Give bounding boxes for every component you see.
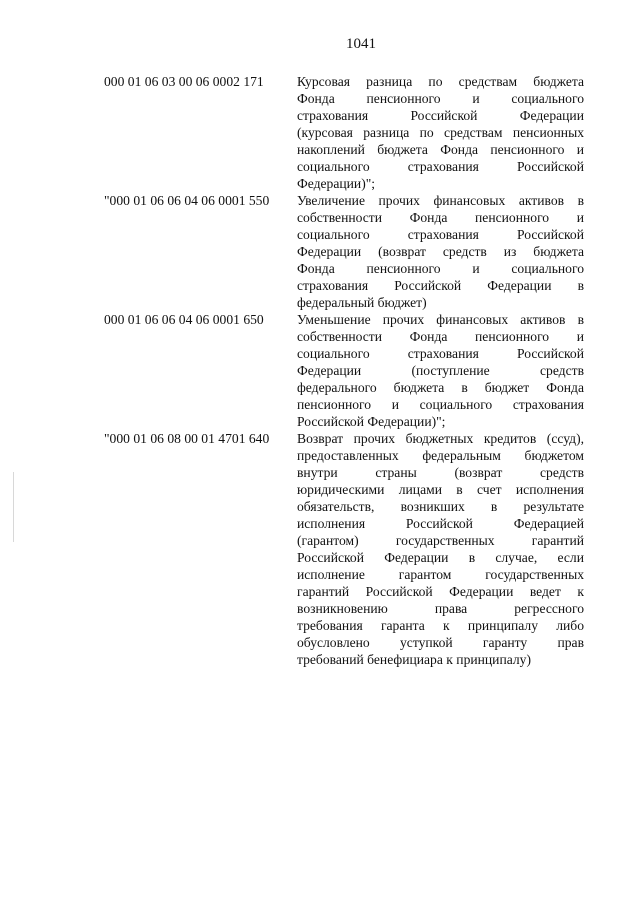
entry-description xyxy=(297,73,584,192)
text-line: Фонда пенсионного и социального xyxy=(297,91,584,106)
text-line: страхования Российской Федерации xyxy=(297,108,584,123)
budget-classification-code: "000 01 06 08 00 01 4701 640 xyxy=(104,431,270,446)
entry-description xyxy=(297,430,584,668)
text-line: исполнение гарантом государственных xyxy=(297,567,584,582)
text-line: юридическими лицами в счет исполнения xyxy=(297,482,584,497)
budget-code-list xyxy=(104,73,584,668)
entry-3 xyxy=(104,311,584,430)
budget-classification-code: 000 01 06 03 00 06 0002 171 xyxy=(104,74,264,89)
text-line: внутри страны (возврат средств xyxy=(297,465,584,480)
text-line: требования гаранта к принципалу либо xyxy=(297,618,584,633)
text-line: Федерации (поступление средств xyxy=(297,363,584,378)
text-line: собственности Фонда пенсионного и xyxy=(297,329,584,344)
entry-4 xyxy=(104,430,584,668)
text-line: (гарантом) государственных гарантий xyxy=(297,533,584,548)
text-line: Фонда пенсионного и социального xyxy=(297,261,584,276)
page-number: 1041 xyxy=(346,36,376,52)
text-line: Федерации)"; xyxy=(297,176,376,191)
margin-scan-mark xyxy=(13,472,14,542)
text-line: федеральный бюджет) xyxy=(297,295,427,310)
text-line: гарантий Российской Федерации ведет к xyxy=(297,584,584,599)
text-line: требований бенефициара к принципалу) xyxy=(297,652,531,667)
text-line: собственности Фонда пенсионного и xyxy=(297,210,584,225)
text-line: Уменьшение прочих финансовых активов в xyxy=(297,312,584,327)
text-line: предоставленных федеральным бюджетом xyxy=(297,448,584,463)
text-line: Российской Федерации в случае, если xyxy=(297,550,584,565)
entry-description xyxy=(297,311,584,430)
budget-classification-code: 000 01 06 06 04 06 0001 650 xyxy=(104,312,264,327)
text-line: (курсовая разница по средствам пенсионных xyxy=(297,125,584,140)
text-line: Возврат прочих бюджетных кредитов (ссуд), xyxy=(297,431,584,446)
budget-classification-code: "000 01 06 06 04 06 0001 550 xyxy=(104,193,270,208)
entry-2 xyxy=(104,192,584,311)
text-line: Российской Федерации)"; xyxy=(297,414,446,429)
text-line: страхования Российской Федерации в xyxy=(297,278,584,293)
text-line: Федерации (возврат средств из бюджета xyxy=(297,244,584,259)
text-line: возникновению права регрессного xyxy=(297,601,584,616)
text-line: социального страхования Российской xyxy=(297,159,584,174)
entry-1 xyxy=(104,73,584,192)
text-line: пенсионного и социального страхования xyxy=(297,397,584,412)
text-line: обусловлено уступкой гаранту прав xyxy=(297,635,584,650)
text-line: обязательств, возникших в результате xyxy=(297,499,584,514)
text-line: накоплений бюджета Фонда пенсионного и xyxy=(297,142,584,157)
text-line: социального страхования Российской xyxy=(297,227,584,242)
entry-description xyxy=(297,192,584,311)
text-line: федерального бюджета в бюджет Фонда xyxy=(297,380,584,395)
text-line: Курсовая разница по средствам бюджета xyxy=(297,74,584,89)
text-line: социального страхования Российской xyxy=(297,346,584,361)
text-line: Увеличение прочих финансовых активов в xyxy=(297,193,584,208)
text-line: исполнения Российской Федерацией xyxy=(297,516,584,531)
